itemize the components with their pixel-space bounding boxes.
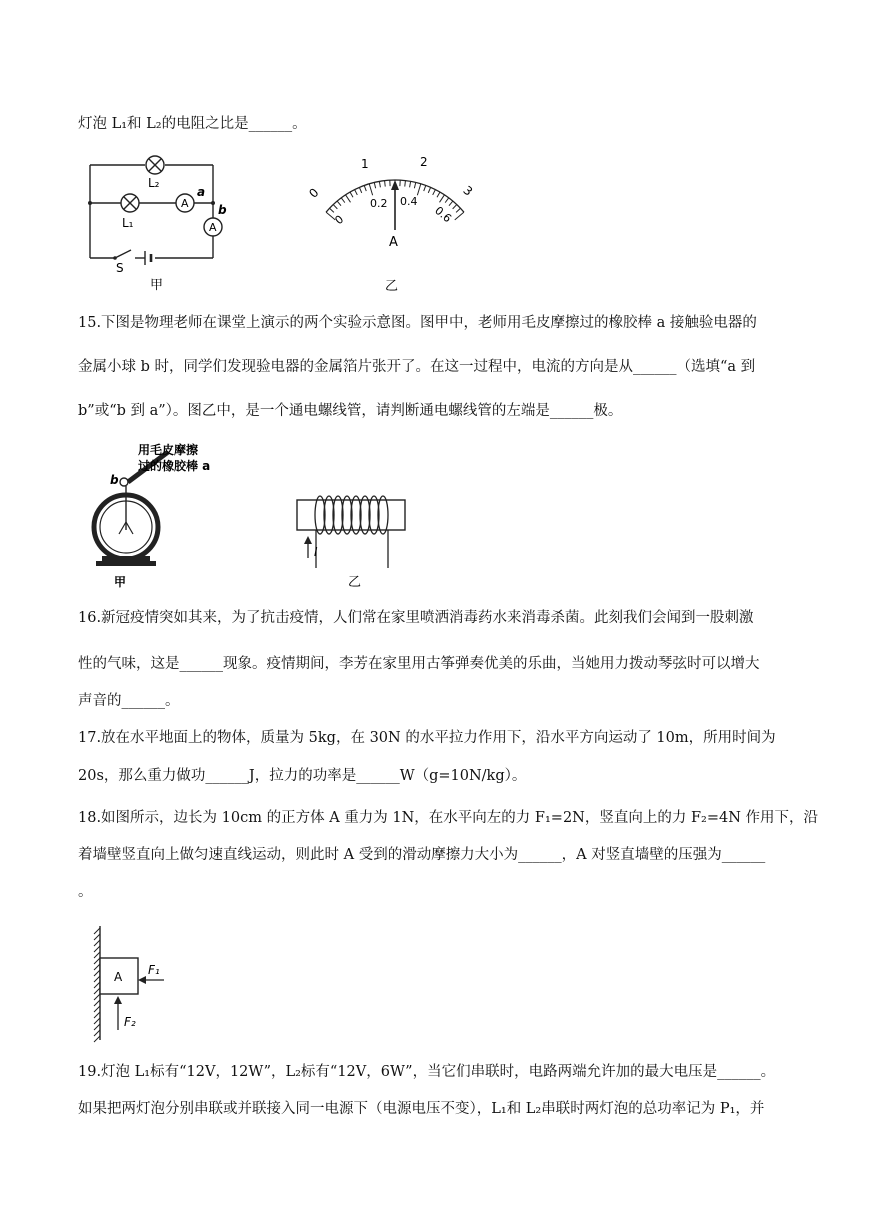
switch-s-label: S <box>116 261 124 275</box>
point-a-label: a <box>197 185 206 199</box>
dial-tick <box>417 184 420 195</box>
dial-tick <box>455 212 464 220</box>
yi-label: 乙 <box>385 279 399 294</box>
q16-line-2: 性的气味，这是______现象。疫情期间，李芳在家里用古筝弹奏优美的乐曲，当她用力拨动琴弦时可以增大 <box>78 656 760 672</box>
jia-label: 甲 <box>150 278 164 293</box>
wall-hatch <box>94 952 100 958</box>
q19-line-1: 19.灯泡 L₁标有“12V，12W”，L₂标有“12V，6W”，当它们串联时，电路两端允许加的最大电压是______。 <box>78 1064 776 1080</box>
wall-hatch <box>94 988 100 994</box>
q18-line-2: 着墙壁竖直向上做匀速直线运动，则此时 A 受到的滑动摩擦力大小为______，A 对竖直墙壁的压强为______ <box>78 847 766 863</box>
wall-hatch <box>94 994 100 1000</box>
wall-hatch <box>94 958 100 964</box>
block-a-label: A <box>114 970 123 984</box>
q19-line-2: 如果把两灯泡分别串联或并联接入同一电源下（电源电压不变），L₁和 L₂串联时两灯泡的总功率记为 P₁，并 <box>78 1101 765 1117</box>
q15-line-3: b”或“b 到 a”）。图乙中，是一个通电螺线管，请判断通电螺线管的左端是______极。 <box>78 403 623 419</box>
electroscope-diagram-jia <box>88 440 268 590</box>
scale-top-0: 0 <box>306 185 322 201</box>
dial-tick <box>346 195 351 203</box>
wall-hatch <box>94 940 100 946</box>
q17-line-1: 17.放在水平地面上的物体，质量为 5kg，在 30N 的水平拉力作用下，沿水平方向运动了 10m，所用时间为 <box>78 730 776 746</box>
wall-hatch <box>94 970 100 976</box>
ammeter-dial-yi <box>300 150 490 295</box>
dial-tick <box>449 201 453 206</box>
dial-tick <box>379 181 380 187</box>
dial-tick <box>337 201 341 206</box>
circuit-diagram-jia <box>85 148 245 293</box>
scale-bottom-1: 0.2 <box>370 197 388 210</box>
wall-hatch <box>94 1006 100 1012</box>
wall-hatch <box>94 946 100 952</box>
dial-tick <box>355 190 358 195</box>
scale-top-3: 3 <box>460 183 476 199</box>
q15-line-2: 金属小球 b 时，同学们发现验电器的金属箔片张开了。在这一过程中，电流的方向是从______（选填“a 到 <box>78 359 756 375</box>
force-f1-label: F₁ <box>148 963 160 977</box>
meter-unit-label: A <box>389 235 398 250</box>
scale-bottom-3: 0.6 <box>432 204 454 226</box>
q14-tail-line: 灯泡 L₁和 L₂的电阻之比是______。 <box>78 116 307 132</box>
point-b-label: b <box>218 203 227 217</box>
dial-tick <box>374 182 375 188</box>
wall-hatch <box>94 1036 100 1042</box>
q18-line-3: 。 <box>78 884 93 900</box>
lamp-l2-label: L₂ <box>148 176 160 190</box>
q16-line-3: 声音的______。 <box>78 693 180 709</box>
scale-top-2: 2 <box>420 155 428 169</box>
dial-tick <box>364 185 366 191</box>
wall-hatch <box>94 982 100 988</box>
wall-hatch <box>94 976 100 982</box>
wall-hatch <box>94 1012 100 1018</box>
q15-line-1: 15.下图是物理老师在课堂上演示的两个实验示意图。图甲中，老师用毛皮摩擦过的橡胶棒 a 接触验电器的 <box>78 315 757 331</box>
dial-tick <box>433 190 436 195</box>
block-wall-diagram <box>88 922 178 1044</box>
dial-tick <box>440 195 445 203</box>
q17-line-2: 20s，那么重力做功______J，拉力的功率是______W（g=10N/kg）。 <box>78 768 527 784</box>
dial-tick <box>385 181 386 187</box>
ball-b-label: b <box>110 473 119 487</box>
force-f2-label: F₂ <box>124 1015 136 1029</box>
wall-hatch <box>94 1030 100 1036</box>
rod-label-line2: 过的橡胶棒 a <box>138 459 211 473</box>
dial-tick <box>414 182 415 188</box>
wall-hatch <box>94 1018 100 1024</box>
yi-label: 乙 <box>348 575 362 590</box>
lamp-l1-label: L₁ <box>122 216 134 230</box>
dial-tick <box>456 208 460 212</box>
dial-tick <box>359 187 361 193</box>
wall-hatch <box>94 934 100 940</box>
scale-bottom-2: 0.4 <box>400 195 418 208</box>
jia-label: 甲 <box>114 575 127 589</box>
q18-line-1: 18.如图所示，边长为 10cm 的正方体 A 重力为 1N，在水平向左的力 F₁=2N，竖直向上的力 F₂=4N 作用下，沿 <box>78 810 819 826</box>
wall-hatch <box>94 1000 100 1006</box>
dial-tick <box>405 181 406 187</box>
wall-hatch <box>94 1024 100 1030</box>
ammeter-a-label: A <box>181 197 189 210</box>
rod-label-line1: 用毛皮摩擦 <box>138 443 199 457</box>
dial-tick <box>428 187 430 193</box>
wall-hatch <box>94 928 100 934</box>
dial-tick <box>341 198 345 203</box>
scale-bottom-0: 0 <box>332 212 347 228</box>
q16-line-1: 16.新冠疫情突如其来，为了抗击疫情，人们常在家里喷洒消毒药水来消毒杀菌。此刻我们会闻到一股刺激 <box>78 610 754 626</box>
ammeter-b-label: A <box>209 221 217 234</box>
dial-tick <box>410 181 411 187</box>
dial-tick <box>330 208 334 212</box>
dial-tick <box>437 192 440 197</box>
dial-tick <box>350 192 353 197</box>
wall-hatch <box>94 964 100 970</box>
dial-tick <box>424 185 426 191</box>
solenoid-diagram-yi <box>292 490 422 590</box>
dial-tick <box>333 205 337 209</box>
dial-tick <box>453 205 457 209</box>
dial-tick <box>445 198 449 203</box>
current-i-label: I <box>314 545 318 559</box>
dial-tick <box>369 184 372 195</box>
scale-top-1: 1 <box>361 157 369 171</box>
